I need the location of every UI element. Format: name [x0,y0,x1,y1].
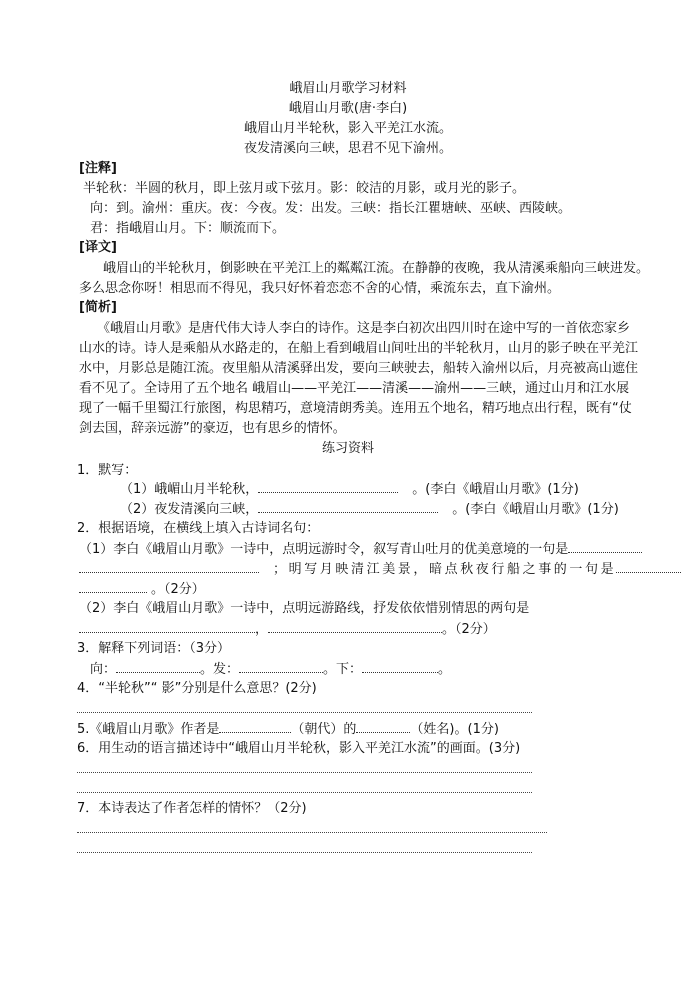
answer-blank-2a-1[interactable] [568,540,642,553]
answer-line-6a[interactable] [77,772,532,773]
question-3-label-c: 。下： [323,662,363,677]
analysis-line-3: 水中，月影总是随江流。夜里船从清溪驿出发，要向三峡驶去，船转入渝州以后，月亮被高山遮住 [79,361,639,376]
question-2a-text-1: （1）李白《峨眉山月歌》一诗中，点明远游时令，叙写青山吐月的优美意境的一句是 [79,542,569,557]
question-7: 7．本诗表达了作者怎样的情怀？（2分) [77,801,307,816]
analysis-line-5: 现了一幅千里蜀江行旅图，构思精巧，意境清朗秀美。连用五个地名，精巧地点出行程，既有“仗 [79,401,632,416]
answer-blank-2a-3[interactable] [616,560,681,573]
translation-line-2: 多么思念你呀！相思而不得见，我只好怀着恋恋不舍的心情，乘流东去，直下渝州。 [79,281,561,296]
question-1a-prefix: （1）峨嵋山月半轮秋， [120,482,259,497]
question-3-label-a: 向： [90,662,117,677]
document-title: 峨眉山月歌学习材料 [289,81,407,96]
question-5-text-a: 5.《峨眉山月歌》作者是 [77,722,220,737]
question-1b-prefix: （2）夜发清溪向三峡， [120,502,259,517]
notes-line-3: 君：指峨眉山月。下：顺流而下。 [90,221,286,236]
answer-line-7a[interactable] [77,832,547,833]
question-2a-line-3 [79,580,205,599]
translation-heading: [译文] [79,240,117,255]
analysis-line-4: 看不见了。全诗用了五个地名 峨眉山——平羌江——清溪——渝州——三峡，通过山月和江水展 [79,381,630,396]
question-2b-comma: ， [255,622,269,637]
poem-heading: 峨眉山月歌(唐·李白) [288,101,408,116]
answer-blank-1a[interactable] [258,480,398,493]
answer-blank-2b-2[interactable] [268,620,442,633]
notes-heading: [注释] [79,161,117,176]
answer-line-7b[interactable] [77,852,532,853]
question-5-text-b: （朝代）的 [291,722,357,737]
analysis-heading: [简析] [79,300,117,315]
question-2b-end: 。（2分） [442,622,496,637]
analysis-line-1: 《峨眉山月歌》是唐代伟大诗人李白的诗作。这是李白初次出四川时在途中写的一首依恋家乡 [97,321,631,336]
question-1: 1．默写： [77,463,138,478]
answer-blank-2b-1[interactable] [79,620,255,633]
question-2a-text-3: 。（2分） [151,582,205,597]
question-6: 6．用生动的语言描述诗中“峨眉山月半轮秋，影入平羌江水流”的画面。(3分) [77,741,521,756]
question-1a [120,480,579,499]
answer-blank-2a-4[interactable] [79,580,147,593]
answer-line-4[interactable] [77,712,532,713]
exercise-heading: 练习资料 [321,441,374,456]
question-2b-line-1: （2）李白《峨眉山月歌》一诗中，点明远游路线，抒发依依惜别情思的两句是 [79,601,530,616]
question-5 [77,720,499,739]
answer-blank-3c[interactable] [362,660,438,673]
question-3-label-d: 。 [438,662,452,677]
answer-blank-3b[interactable] [239,660,323,673]
question-2a-text-2: ；明写月映清江美景，暗点秋夜行船之事的一句是 [273,562,617,577]
question-1b-suffix: 。(李白《峨眉山月歌》(1分) [452,502,619,517]
answer-blank-3a[interactable] [116,660,200,673]
answer-line-6b[interactable] [77,792,532,793]
answer-blank-5a[interactable] [219,720,291,733]
notes-line-1: 半轮秋：半圆的秋月，即上弦月或下弦月。影：皎洁的月影，或月光的影子。 [83,181,526,196]
analysis-line-2: 山水的诗。诗人是乘船从水路走的，在船上看到峨眉山间吐出的半轮秋月，山月的影子映在平羌江 [79,341,639,356]
question-2a-line-2 [79,560,681,579]
question-2a-line-1 [79,540,642,559]
poem-line-1: 峨眉山月半轮秋，影入平羌江水流。 [243,121,452,136]
translation-line-1: 峨眉山的半轮秋月，倒影映在平羌江上的粼粼江流。在静静的夜晚，我从清溪乘船向三峡进发。 [103,261,650,276]
question-3: 3．解释下列词语：（3分） [77,641,231,656]
answer-blank-2a-2[interactable] [79,560,259,573]
question-2b-line-2 [79,620,496,639]
answer-blank-5b[interactable] [356,720,410,733]
question-3-line [90,660,451,679]
question-1a-suffix: 。(李白《峨眉山月歌》(1分) [412,482,579,497]
poem-line-2: 夜发清溪向三峡，思君不见下渝州。 [243,141,452,156]
analysis-line-6: 剑去国，辞亲远游”的豪迈，也有思乡的情怀。 [79,421,346,436]
question-3-label-b: 。发： [200,662,240,677]
answer-blank-1b[interactable] [258,500,438,513]
question-2: 2．根据语境，在横线上填入古诗词名句： [77,521,320,536]
question-5-text-c: （姓名)。(1分) [410,722,499,737]
question-4: 4．“半轮秋”“ 影”分别是什么意思？(2分) [77,681,317,696]
question-1b [120,500,619,519]
notes-line-2: 向：到。渝州：重庆。夜：今夜。发：出发。三峡：指长江瞿塘峡、巫峡、西陵峡。 [90,201,572,216]
